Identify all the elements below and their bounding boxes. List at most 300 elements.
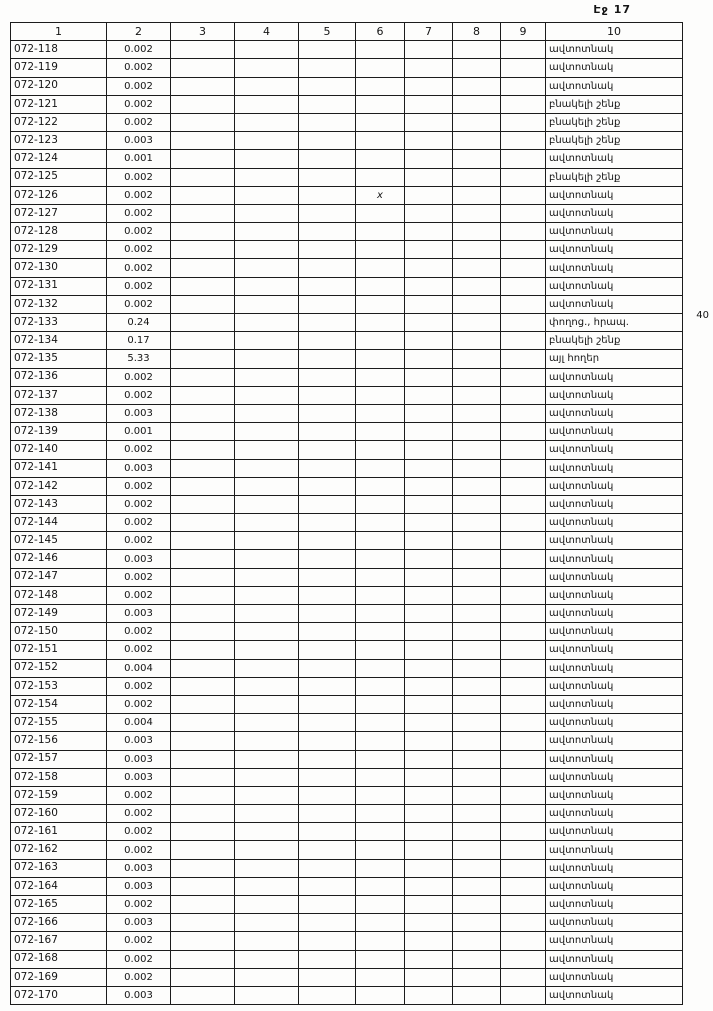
- empty-cell: [405, 150, 453, 168]
- empty-cell: [405, 277, 453, 295]
- empty-cell: [171, 514, 235, 532]
- empty-cell: [501, 386, 546, 404]
- empty-cell: [171, 896, 235, 914]
- empty-cell: [453, 986, 501, 1004]
- empty-cell: [501, 368, 546, 386]
- empty-cell: [171, 77, 235, 95]
- empty-cell: [405, 823, 453, 841]
- table-row: [11, 332, 683, 350]
- empty-cell: [299, 77, 356, 95]
- area-cell: 0.24: [107, 314, 171, 332]
- usage-cell: բնակելի շենք: [546, 113, 683, 131]
- empty-cell: [405, 423, 453, 441]
- mark-cell: [356, 750, 405, 768]
- empty-cell: [235, 841, 299, 859]
- empty-cell: [171, 532, 235, 550]
- mark-cell: [356, 968, 405, 986]
- usage-cell: ավտոտնակ: [546, 750, 683, 768]
- empty-cell: [299, 786, 356, 804]
- empty-cell: [171, 841, 235, 859]
- mark-cell: [356, 823, 405, 841]
- parcel-id-cell: 072-159: [11, 786, 107, 804]
- area-cell: 0.002: [107, 568, 171, 586]
- area-cell: 0.002: [107, 223, 171, 241]
- empty-cell: [171, 950, 235, 968]
- table-row: [11, 186, 683, 204]
- mark-cell: [356, 95, 405, 113]
- empty-cell: [299, 986, 356, 1004]
- table-row: [11, 859, 683, 877]
- parcel-id-cell: 072-147: [11, 568, 107, 586]
- empty-cell: [235, 514, 299, 532]
- table-row: [11, 259, 683, 277]
- empty-cell: [171, 550, 235, 568]
- table-row: [11, 986, 683, 1004]
- empty-cell: [299, 586, 356, 604]
- table-row: [11, 950, 683, 968]
- empty-cell: [453, 132, 501, 150]
- empty-cell: [299, 386, 356, 404]
- empty-cell: [453, 823, 501, 841]
- empty-cell: [235, 714, 299, 732]
- area-cell: 0.002: [107, 295, 171, 313]
- parcel-id-cell: 072-144: [11, 514, 107, 532]
- table-row: [11, 732, 683, 750]
- empty-cell: [235, 550, 299, 568]
- empty-cell: [405, 441, 453, 459]
- empty-cell: [171, 750, 235, 768]
- empty-cell: [405, 41, 453, 59]
- usage-cell: բնակելի շենք: [546, 132, 683, 150]
- empty-cell: [235, 568, 299, 586]
- empty-cell: [453, 532, 501, 550]
- empty-cell: [405, 477, 453, 495]
- column-header: 9: [501, 23, 546, 41]
- usage-cell: ավտոտնակ: [546, 677, 683, 695]
- empty-cell: [235, 950, 299, 968]
- empty-cell: [453, 350, 501, 368]
- parcel-id-cell: 072-146: [11, 550, 107, 568]
- empty-cell: [405, 241, 453, 259]
- empty-cell: [501, 277, 546, 295]
- area-cell: 0.002: [107, 95, 171, 113]
- parcel-id-cell: 072-168: [11, 950, 107, 968]
- empty-cell: [171, 823, 235, 841]
- usage-cell: ավտոտնակ: [546, 786, 683, 804]
- empty-cell: [299, 168, 356, 186]
- parcel-id-cell: 072-160: [11, 805, 107, 823]
- empty-cell: [235, 477, 299, 495]
- table-row: [11, 223, 683, 241]
- table-row: [11, 132, 683, 150]
- table-row: [11, 768, 683, 786]
- parcel-id-cell: 072-135: [11, 350, 107, 368]
- mark-cell: [356, 732, 405, 750]
- empty-cell: [235, 586, 299, 604]
- parcel-id-cell: 072-169: [11, 968, 107, 986]
- table-row: [11, 204, 683, 222]
- area-cell: 0.002: [107, 386, 171, 404]
- parcel-id-cell: 072-121: [11, 95, 107, 113]
- empty-cell: [453, 805, 501, 823]
- empty-cell: [453, 714, 501, 732]
- empty-cell: [501, 986, 546, 1004]
- mark-cell: [356, 113, 405, 131]
- area-cell: 0.003: [107, 459, 171, 477]
- empty-cell: [501, 732, 546, 750]
- empty-cell: [453, 404, 501, 422]
- empty-cell: [299, 732, 356, 750]
- empty-cell: [453, 95, 501, 113]
- empty-cell: [171, 877, 235, 895]
- empty-cell: [405, 59, 453, 77]
- empty-cell: [299, 514, 356, 532]
- parcel-id-cell: 072-163: [11, 859, 107, 877]
- empty-cell: [501, 350, 546, 368]
- empty-cell: [235, 132, 299, 150]
- area-cell: 0.002: [107, 514, 171, 532]
- empty-cell: [299, 132, 356, 150]
- empty-cell: [501, 659, 546, 677]
- parcel-id-cell: 072-130: [11, 259, 107, 277]
- empty-cell: [299, 404, 356, 422]
- area-cell: 0.002: [107, 786, 171, 804]
- usage-cell: բնակելի շենք: [546, 332, 683, 350]
- parcel-id-cell: 072-126: [11, 186, 107, 204]
- mark-cell: [356, 841, 405, 859]
- empty-cell: [171, 168, 235, 186]
- empty-cell: [453, 605, 501, 623]
- mark-cell: [356, 932, 405, 950]
- empty-cell: [405, 805, 453, 823]
- empty-cell: [501, 423, 546, 441]
- empty-cell: [405, 168, 453, 186]
- area-cell: 0.003: [107, 877, 171, 895]
- empty-cell: [299, 423, 356, 441]
- usage-cell: ավտոտնակ: [546, 950, 683, 968]
- table-row: [11, 550, 683, 568]
- empty-cell: [405, 495, 453, 513]
- parcel-id-cell: 072-170: [11, 986, 107, 1004]
- parcel-id-cell: 072-136: [11, 368, 107, 386]
- mark-cell: [356, 204, 405, 222]
- area-cell: 0.002: [107, 695, 171, 713]
- table-row: [11, 350, 683, 368]
- usage-cell: ավտոտնակ: [546, 459, 683, 477]
- empty-cell: [235, 113, 299, 131]
- area-cell: 0.002: [107, 495, 171, 513]
- empty-cell: [171, 113, 235, 131]
- mark-cell: [356, 277, 405, 295]
- empty-cell: [405, 641, 453, 659]
- table-row: [11, 295, 683, 313]
- empty-cell: [453, 568, 501, 586]
- area-cell: 0.002: [107, 641, 171, 659]
- parcel-id-cell: 072-138: [11, 404, 107, 422]
- mark-cell: [356, 914, 405, 932]
- mark-cell: [356, 677, 405, 695]
- empty-cell: [405, 132, 453, 150]
- empty-cell: [501, 550, 546, 568]
- area-cell: 0.003: [107, 859, 171, 877]
- mark-cell: [356, 805, 405, 823]
- area-cell: 0.002: [107, 77, 171, 95]
- empty-cell: [235, 896, 299, 914]
- parcel-id-cell: 072-141: [11, 459, 107, 477]
- empty-cell: [235, 641, 299, 659]
- empty-cell: [501, 168, 546, 186]
- empty-cell: [299, 605, 356, 623]
- usage-cell: ավտոտնակ: [546, 277, 683, 295]
- parcel-id-cell: 072-155: [11, 714, 107, 732]
- usage-cell: ավտոտնակ: [546, 259, 683, 277]
- parcel-id-cell: 072-151: [11, 641, 107, 659]
- empty-cell: [501, 186, 546, 204]
- empty-cell: [501, 750, 546, 768]
- table-row: [11, 168, 683, 186]
- parcel-id-cell: 072-118: [11, 41, 107, 59]
- mark-cell: [356, 786, 405, 804]
- empty-cell: [501, 914, 546, 932]
- mark-cell: [356, 568, 405, 586]
- empty-cell: [453, 914, 501, 932]
- area-cell: 0.002: [107, 259, 171, 277]
- empty-cell: [501, 859, 546, 877]
- parcel-id-cell: 072-134: [11, 332, 107, 350]
- table-row: [11, 896, 683, 914]
- empty-cell: [171, 350, 235, 368]
- empty-cell: [299, 441, 356, 459]
- empty-cell: [299, 368, 356, 386]
- usage-cell: ավտոտնակ: [546, 714, 683, 732]
- mark-cell: [356, 314, 405, 332]
- empty-cell: [453, 768, 501, 786]
- usage-cell: ավտոտնակ: [546, 423, 683, 441]
- parcel-id-cell: 072-154: [11, 695, 107, 713]
- empty-cell: [235, 495, 299, 513]
- parcel-id-cell: 072-125: [11, 168, 107, 186]
- empty-cell: [405, 514, 453, 532]
- mark-cell: [356, 386, 405, 404]
- usage-cell: ավտոտնակ: [546, 404, 683, 422]
- table-row: [11, 805, 683, 823]
- area-cell: 0.002: [107, 677, 171, 695]
- empty-cell: [405, 896, 453, 914]
- empty-cell: [405, 877, 453, 895]
- usage-cell: այլ հողեր: [546, 350, 683, 368]
- empty-cell: [235, 968, 299, 986]
- empty-cell: [501, 223, 546, 241]
- empty-cell: [171, 986, 235, 1004]
- empty-cell: [405, 459, 453, 477]
- usage-cell: ավտոտնակ: [546, 532, 683, 550]
- empty-cell: [171, 368, 235, 386]
- empty-cell: [405, 750, 453, 768]
- mark-cell: [356, 659, 405, 677]
- empty-cell: [453, 877, 501, 895]
- empty-cell: [171, 314, 235, 332]
- usage-cell: ավտոտնակ: [546, 223, 683, 241]
- empty-cell: [299, 805, 356, 823]
- empty-cell: [235, 277, 299, 295]
- empty-cell: [453, 550, 501, 568]
- empty-cell: [171, 277, 235, 295]
- empty-cell: [501, 823, 546, 841]
- empty-cell: [235, 295, 299, 313]
- empty-cell: [171, 150, 235, 168]
- empty-cell: [501, 714, 546, 732]
- empty-cell: [453, 750, 501, 768]
- mark-cell: [356, 623, 405, 641]
- empty-cell: [171, 768, 235, 786]
- empty-cell: [299, 150, 356, 168]
- empty-cell: [453, 204, 501, 222]
- parcel-id-cell: 072-142: [11, 477, 107, 495]
- usage-cell: ավտոտնակ: [546, 768, 683, 786]
- empty-cell: [405, 314, 453, 332]
- area-cell: 0.003: [107, 914, 171, 932]
- mark-cell: [356, 368, 405, 386]
- empty-cell: [405, 186, 453, 204]
- empty-cell: [501, 404, 546, 422]
- area-cell: 0.004: [107, 714, 171, 732]
- table-row: [11, 113, 683, 131]
- empty-cell: [171, 204, 235, 222]
- parcel-id-cell: 072-165: [11, 896, 107, 914]
- parcel-id-cell: 072-139: [11, 423, 107, 441]
- area-cell: 0.003: [107, 750, 171, 768]
- empty-cell: [501, 77, 546, 95]
- table-row: [11, 823, 683, 841]
- empty-cell: [453, 77, 501, 95]
- empty-cell: [405, 113, 453, 131]
- empty-cell: [405, 768, 453, 786]
- usage-cell: ավտոտնակ: [546, 386, 683, 404]
- empty-cell: [235, 77, 299, 95]
- empty-cell: [299, 259, 356, 277]
- parcel-id-cell: 072-143: [11, 495, 107, 513]
- table-row: [11, 314, 683, 332]
- table-row: [11, 441, 683, 459]
- empty-cell: [299, 932, 356, 950]
- mark-cell: [356, 41, 405, 59]
- empty-cell: [405, 968, 453, 986]
- usage-cell: ավտոտնակ: [546, 968, 683, 986]
- empty-cell: [171, 568, 235, 586]
- empty-cell: [299, 859, 356, 877]
- area-cell: 0.002: [107, 823, 171, 841]
- parcel-id-cell: 072-131: [11, 277, 107, 295]
- table-row: [11, 368, 683, 386]
- parcel-id-cell: 072-133: [11, 314, 107, 332]
- area-cell: 5.33: [107, 350, 171, 368]
- empty-cell: [501, 586, 546, 604]
- empty-cell: [171, 641, 235, 659]
- empty-cell: [171, 695, 235, 713]
- empty-cell: [453, 113, 501, 131]
- empty-cell: [171, 805, 235, 823]
- mark-cell: [356, 550, 405, 568]
- empty-cell: [405, 568, 453, 586]
- area-cell: 0.003: [107, 732, 171, 750]
- empty-cell: [299, 896, 356, 914]
- empty-cell: [405, 659, 453, 677]
- empty-cell: [235, 168, 299, 186]
- empty-cell: [235, 459, 299, 477]
- mark-cell: [356, 514, 405, 532]
- empty-cell: [453, 295, 501, 313]
- empty-cell: [299, 750, 356, 768]
- empty-cell: [453, 41, 501, 59]
- empty-cell: [171, 859, 235, 877]
- empty-cell: [235, 914, 299, 932]
- empty-cell: [501, 459, 546, 477]
- empty-cell: [405, 259, 453, 277]
- mark-cell: [356, 532, 405, 550]
- empty-cell: [501, 623, 546, 641]
- empty-cell: [405, 368, 453, 386]
- empty-cell: [453, 677, 501, 695]
- empty-cell: [453, 241, 501, 259]
- empty-cell: [171, 932, 235, 950]
- mark-cell: [356, 695, 405, 713]
- empty-cell: [299, 841, 356, 859]
- header-row: [11, 23, 683, 41]
- empty-cell: [235, 186, 299, 204]
- empty-cell: [235, 859, 299, 877]
- area-cell: 0.002: [107, 623, 171, 641]
- empty-cell: [235, 750, 299, 768]
- empty-cell: [453, 968, 501, 986]
- empty-cell: [453, 423, 501, 441]
- area-cell: 0.001: [107, 423, 171, 441]
- empty-cell: [453, 223, 501, 241]
- column-header: 7: [405, 23, 453, 41]
- area-cell: 0.002: [107, 932, 171, 950]
- empty-cell: [501, 695, 546, 713]
- empty-cell: [501, 150, 546, 168]
- table-body: [11, 41, 683, 1005]
- empty-cell: [235, 786, 299, 804]
- empty-cell: [501, 332, 546, 350]
- mark-cell: [356, 241, 405, 259]
- area-cell: 0.003: [107, 605, 171, 623]
- parcel-id-cell: 072-157: [11, 750, 107, 768]
- empty-cell: [501, 605, 546, 623]
- usage-cell: ավտոտնակ: [546, 441, 683, 459]
- usage-cell: ավտոտնակ: [546, 659, 683, 677]
- mark-cell: [356, 896, 405, 914]
- usage-cell: ավտոտնակ: [546, 823, 683, 841]
- mark-cell: [356, 332, 405, 350]
- empty-cell: [453, 859, 501, 877]
- mark-cell: [356, 495, 405, 513]
- empty-cell: [299, 295, 356, 313]
- empty-cell: [501, 204, 546, 222]
- area-cell: 0.002: [107, 586, 171, 604]
- empty-cell: [453, 586, 501, 604]
- empty-cell: [171, 605, 235, 623]
- usage-cell: ավտոտնակ: [546, 896, 683, 914]
- usage-cell: ավտոտնակ: [546, 605, 683, 623]
- empty-cell: [501, 95, 546, 113]
- empty-cell: [235, 41, 299, 59]
- area-cell: 0.002: [107, 532, 171, 550]
- table-row: [11, 786, 683, 804]
- empty-cell: [501, 805, 546, 823]
- usage-cell: ավտոտնակ: [546, 77, 683, 95]
- empty-cell: [501, 241, 546, 259]
